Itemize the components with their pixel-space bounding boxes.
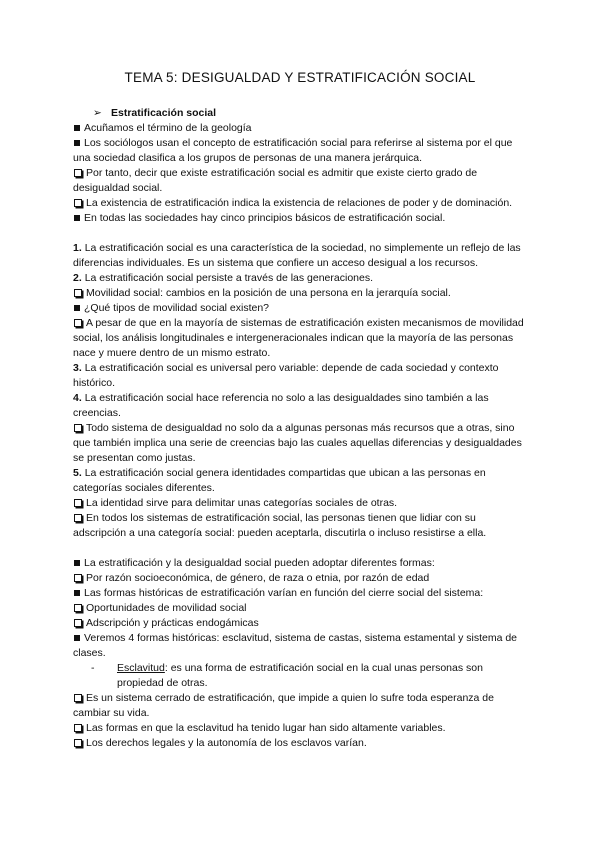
paragraph-text: Las formas en que la esclavitud ha tenido lugar han sido altamente variables. (86, 722, 446, 734)
paragraph (73, 361, 529, 391)
checkbox-bullet-icon (74, 739, 82, 747)
forms-block (73, 556, 529, 661)
square-bullet-icon (74, 140, 80, 146)
paragraph-text: Las formas históricas de estratificación varían en función del cierre social del sistema: (84, 587, 484, 599)
paragraph (73, 571, 529, 586)
section-heading-text: Estratificación social (111, 107, 217, 119)
principles-block (73, 241, 529, 541)
principle-number: 1. (73, 242, 85, 254)
checkbox-bullet-icon (74, 199, 82, 207)
square-bullet-icon (74, 305, 80, 311)
paragraph-text: La estratificación social es una característica de la sociedad, no simplemente un reflejo de las diferencias individuales. Es un sistema que confiere un acceso desigual a los recursos. (73, 242, 521, 269)
paragraph (73, 391, 529, 421)
paragraph (73, 196, 529, 211)
paragraph-text: Los derechos legales y la autonomía de los esclavos varían. (86, 737, 367, 749)
paragraph (73, 301, 529, 316)
paragraph (73, 586, 529, 601)
sub-item-esclavitud (91, 661, 529, 691)
paragraph (73, 286, 529, 301)
paragraph (73, 316, 529, 361)
checkbox-bullet-icon (74, 424, 82, 432)
paragraph (73, 466, 529, 496)
document-body (73, 106, 529, 751)
paragraph (73, 241, 529, 271)
paragraph-text: Por tanto, decir que existe estratificación social es admitir que existe cierto grado de desigualdad social. (73, 167, 478, 194)
paragraph (73, 616, 529, 631)
paragraph-text: Por razón socioeconómica, de género, de raza o etnia, por razón de edad (86, 572, 430, 584)
paragraph (73, 421, 529, 466)
paragraph-text: La estratificación social hace referencia no solo a las desigualdades sino también a las creencias. (73, 392, 489, 419)
arrow-bullet-icon: ➢ (93, 107, 102, 119)
paragraph-text: ¿Qué tipos de movilidad social existen? (84, 302, 270, 314)
dash-bullet: - (91, 662, 95, 674)
principle-number: 3. (73, 362, 85, 374)
paragraph (73, 166, 529, 196)
term-esclavitud: Esclavitud (117, 662, 165, 674)
paragraph-text: Todo sistema de desigualdad no solo da a algunas personas más recursos que a otras, sino que también implica una serie de creencias bajo las cuales aquellas diferencias y desigualdades se presentan como justas. (73, 422, 522, 464)
paragraph (73, 136, 529, 166)
checkbox-bullet-icon (74, 694, 82, 702)
paragraph (73, 736, 529, 751)
paragraph (73, 691, 529, 721)
paragraph (73, 631, 529, 661)
checkbox-bullet-icon (74, 604, 82, 612)
square-bullet-icon (74, 560, 80, 566)
paragraph-text: A pesar de que en la mayoría de sistemas de estratificación existen mecanismos de movilidad social, los análisis longitudinales e intergeneracionales indican que la mayoría de las personas nace y muere dentro de un mismo estrato. (73, 317, 524, 359)
square-bullet-icon (74, 125, 80, 131)
paragraph (73, 556, 529, 571)
paragraph (73, 496, 529, 511)
checkbox-bullet-icon (74, 724, 82, 732)
paragraph-text: Acuñamos el término de la geología (84, 122, 252, 134)
paragraph (73, 601, 529, 616)
paragraph-text: Los sociólogos usan el concepto de estratificación social para referirse al sistema por el que una sociedad clasifica a los grupos de personas de una manera jerárquica. (73, 137, 513, 164)
checkbox-bullet-icon (74, 289, 82, 297)
square-bullet-icon (74, 635, 80, 641)
paragraph-text: La identidad sirve para delimitar unas categorías sociales de otras. (86, 497, 398, 509)
principle-number: 2. (73, 272, 85, 284)
esclavitud-block (73, 691, 529, 751)
checkbox-bullet-icon (74, 169, 82, 177)
square-bullet-icon (74, 590, 80, 596)
checkbox-bullet-icon (74, 499, 82, 507)
term-definition: : es una forma de estratificación social en la cual unas personas son propiedad de otras. (117, 662, 483, 689)
paragraph-text: Movilidad social: cambios en la posición de una persona en la jerarquía social. (86, 287, 451, 299)
paragraph (73, 721, 529, 736)
paragraph (73, 121, 529, 136)
checkbox-bullet-icon (74, 514, 82, 522)
paragraph-text: La estratificación social persiste a través de las generaciones. (84, 272, 374, 284)
paragraph-text: La estratificación social genera identidades compartidas que ubican a las personas en categorías sociales diferentes. (73, 467, 486, 494)
principle-number: 4. (73, 392, 85, 404)
square-bullet-icon (74, 215, 80, 221)
paragraph-text: La estratificación y la desigualdad social pueden adoptar diferentes formas: (84, 557, 435, 569)
paragraph-text: Es un sistema cerrado de estratificación, que impide a quien lo sufre toda esperanza de cambiar su vida. (73, 692, 494, 719)
checkbox-bullet-icon (74, 319, 82, 327)
paragraph (73, 511, 529, 541)
checkbox-bullet-icon (74, 574, 82, 582)
paragraph (73, 211, 529, 226)
paragraph-text: Veremos 4 formas históricas: esclavitud, sistema de castas, sistema estamental y sistema de clases. (73, 632, 518, 659)
principle-number: 5. (73, 467, 85, 479)
paragraph-text: La existencia de estratificación indica la existencia de relaciones de poder y de dominación. (86, 197, 513, 209)
paragraph-text: Adscripción y prácticas endogámicas (86, 617, 259, 629)
paragraph (73, 271, 529, 286)
intro-block (73, 121, 529, 226)
page-title: TEMA 5: DESIGUALDAD Y ESTRATIFICACIÓN SOCIAL (124, 70, 476, 85)
paragraph-text: En todas las sociedades hay cinco principios básicos de estratificación social. (84, 212, 446, 224)
section-heading (93, 106, 529, 121)
paragraph-text: La estratificación social es universal pero variable: depende de cada sociedad y contexto histórico. (73, 362, 499, 389)
paragraph-text: Oportunidades de movilidad social (86, 602, 247, 614)
checkbox-bullet-icon (74, 619, 82, 627)
paragraph-text: En todos los sistemas de estratificación social, las personas tienen que lidiar con su adscripción a una categoría social: pueden aceptarla, discutirla o incluso resistirse a ella. (73, 512, 487, 539)
